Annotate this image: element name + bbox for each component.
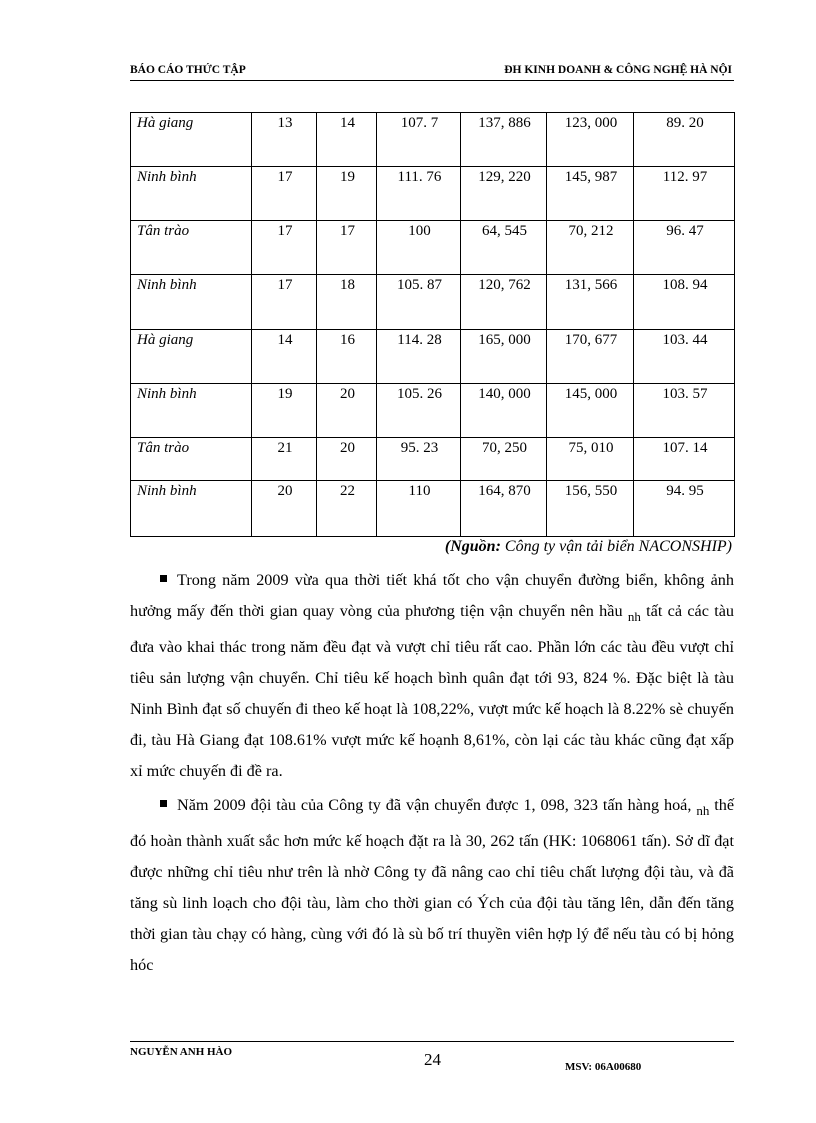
value-cell: 123, 000	[547, 113, 634, 167]
table-row	[131, 221, 735, 275]
value-cell: 103. 44	[634, 330, 735, 384]
value-cell: 18	[317, 275, 377, 330]
value-cell: 114. 28	[377, 330, 461, 384]
ship-name-cell: Hà giang	[131, 330, 252, 384]
value-cell: 120, 762	[461, 275, 547, 330]
table-row	[131, 384, 735, 438]
ship-name-cell: Ninh bình	[131, 384, 252, 438]
paragraph-2: Năm 2009 đội tàu của Công ty đã vận chuyển được 1, 098, 323 tấn hàng hoá, $_{nh}$ thế đó hoàn thành xuất sắc hơn mức kế hoạch đặt ra là 30, 262 tấn (HK: 1068061 tấn). Sở dĩ đạt được những chỉ tiêu như trên là nhờ Công ty đã nâng cao chỉ tiêu chất lượng đội tàu, và đã tăng sù linh loạch cho đội tàu, làm cho thời gian có Ých của đội tàu tăng lên, dẫn đến tăng thời gian tàu chạy có hàng, cùng với đó là sù bố trí thuyền viên hợp lý để nếu tàu có bị hỏng hóc	[130, 796, 734, 974]
value-cell: 21	[252, 438, 317, 481]
value-cell: 64, 545	[461, 221, 547, 275]
student-id: MSV: 06A00680	[565, 1061, 642, 1073]
ship-name-cell: Tân trào	[131, 438, 252, 481]
value-cell: 145, 000	[547, 384, 634, 438]
value-cell: 13	[252, 113, 317, 167]
value-cell: 165, 000	[461, 330, 547, 384]
value-cell: 89. 20	[634, 113, 735, 167]
value-cell: 16	[317, 330, 377, 384]
value-cell: 70, 212	[547, 221, 634, 275]
value-cell: 103. 57	[634, 384, 735, 438]
author-name: NGUYỄN ANH HÀO	[130, 1046, 233, 1058]
table-row	[131, 113, 735, 167]
value-cell: 111. 76	[377, 167, 461, 221]
value-cell: 164, 870	[461, 481, 547, 537]
value-cell: 20	[317, 438, 377, 481]
table-row	[131, 330, 735, 384]
ship-name-cell: Ninh bình	[131, 275, 252, 330]
table-row	[131, 481, 735, 537]
value-cell: 156, 550	[547, 481, 634, 537]
value-cell: 14	[317, 113, 377, 167]
table-row	[131, 275, 735, 330]
value-cell: 20	[252, 481, 317, 537]
value-cell: 110	[377, 481, 461, 537]
paragraph-1: Trong năm 2009 vừa qua thời tiết khá tốt cho vận chuyển đường biển, không ảnh hưởng mấy đến thời gian quay vòng của phương tiện vận chuyển nên hầu $_{nh}$ tất cả các tàu đưa vào khai thác trong năm đều đạt và vượt chỉ tiêu rất cao. Phần lớn các tàu đều vượt chỉ tiêu sản lượng vận chuyển. Chỉ tiêu kế hoạch bình quân đạt tới 93, 824 %. Đặc biệt là tàu Ninh Bình đạt số chuyến đi theo kế hoạt là 108,22%, vượt mức kế hoạch là 8.22% sè chuyến đi, tàu Hà Giang đạt 108.61% vượt mức kế hoạnh 8,61%, còn lại các tàu khác cũng đạt xấp xỉ mức chuyến đi đề ra.	[130, 571, 734, 780]
value-cell: 105. 26	[377, 384, 461, 438]
value-cell: 105. 87	[377, 275, 461, 330]
body-text	[130, 565, 734, 984]
value-cell: 112. 97	[634, 167, 735, 221]
footer-divider	[130, 1041, 734, 1042]
value-cell: 17	[252, 275, 317, 330]
value-cell: 20	[317, 384, 377, 438]
bullet-icon	[160, 575, 167, 582]
value-cell: 145, 987	[547, 167, 634, 221]
value-cell: 19	[252, 384, 317, 438]
value-cell: 75, 010	[547, 438, 634, 481]
ship-name-cell: Ninh bình	[131, 167, 252, 221]
table-row	[131, 438, 735, 481]
page-number: 24	[424, 1050, 441, 1069]
page-header	[130, 62, 734, 81]
value-cell: 19	[317, 167, 377, 221]
header-right-title: ĐH KINH DOANH & CÔNG NGHỆ HÀ NỘI	[504, 64, 732, 76]
value-cell: 17	[317, 221, 377, 275]
table-source-note: (Nguồn: Công ty vận tải biển NACONSHIP)	[444, 538, 732, 555]
value-cell: 100	[377, 221, 461, 275]
value-cell: 70, 250	[461, 438, 547, 481]
value-cell: 17	[252, 167, 317, 221]
ship-name-cell: Tân trào	[131, 221, 252, 275]
header-left-title: BÁO CÁO THỨC TẬP	[130, 64, 246, 76]
value-cell: 17	[252, 221, 317, 275]
value-cell: 131, 566	[547, 275, 634, 330]
value-cell: 170, 677	[547, 330, 634, 384]
ship-name-cell: Hà giang	[131, 113, 252, 167]
value-cell: 14	[252, 330, 317, 384]
table-row	[131, 167, 735, 221]
bullet-icon	[160, 800, 167, 807]
value-cell: 94. 95	[634, 481, 735, 537]
value-cell: 95. 23	[377, 438, 461, 481]
value-cell: 137, 886	[461, 113, 547, 167]
ship-statistics-table	[130, 112, 735, 537]
value-cell: 22	[317, 481, 377, 537]
value-cell: 129, 220	[461, 167, 547, 221]
source-text: Công ty vận tải biển NACONSHIP)	[500, 538, 732, 555]
value-cell: 140, 000	[461, 384, 547, 438]
value-cell: 107. 14	[634, 438, 735, 481]
ship-name-cell: Ninh bình	[131, 481, 252, 537]
source-label: Nguồn:	[450, 538, 501, 555]
value-cell: 108. 94	[634, 275, 735, 330]
value-cell: 107. 7	[377, 113, 461, 167]
value-cell: 96. 47	[634, 221, 735, 275]
